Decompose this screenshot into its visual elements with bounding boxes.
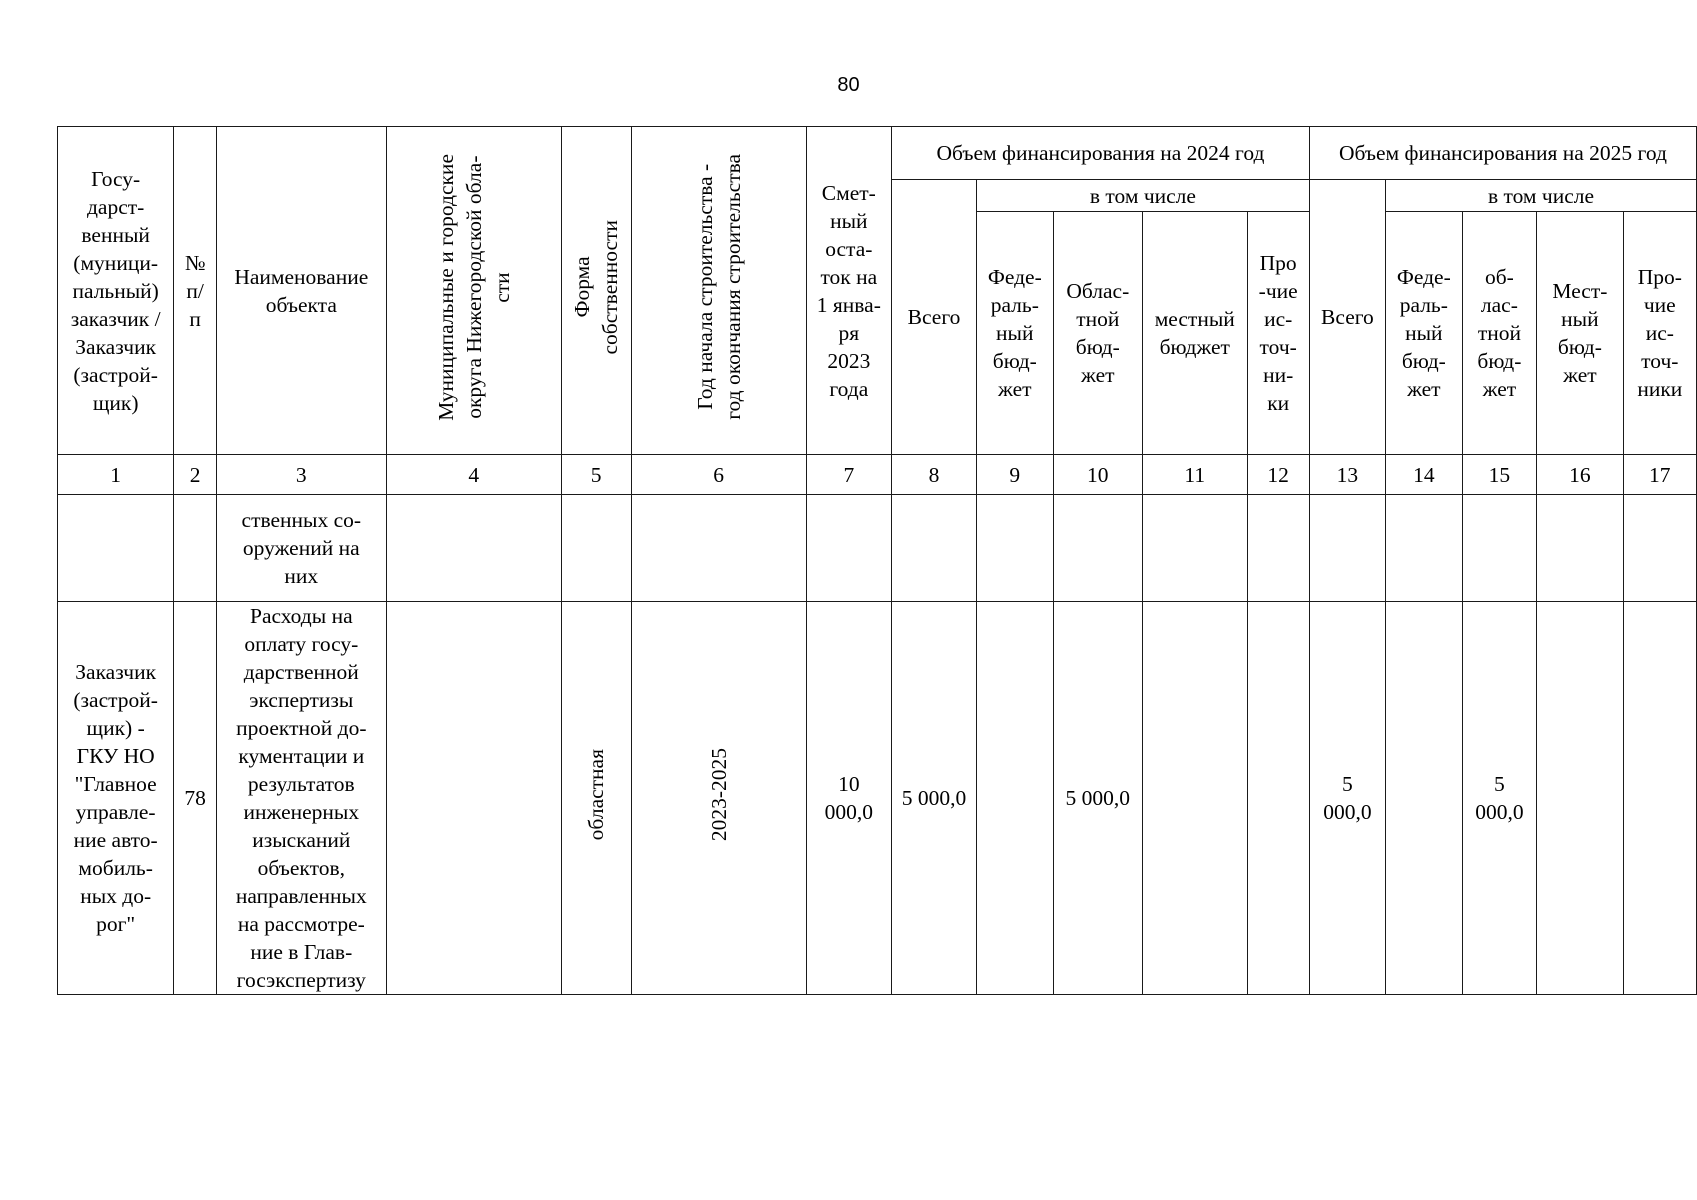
header-row-1 [58,127,1697,180]
header-regional-2024: Облас- тной бюд- жет [1053,212,1142,455]
cell-local-2025 [1537,602,1623,995]
cell-regional-2024: 5 000,0 [1053,602,1142,995]
header-years: Год начала строительства - год окончания строительства [692,154,745,420]
cell-object-name: ственных со- оружений на них [216,495,386,602]
cell-other-2025 [1623,602,1696,995]
cell-total-2024: 5 000,0 [892,602,977,995]
header-group-2024: Объем финансирования на 2024 год [892,127,1310,180]
header-regional-2025: об- лас- тной бюд- жет [1462,212,1537,455]
header-object-name: Наименование объекта [216,127,386,455]
cell-ownership-wrap [561,602,631,995]
header-federal-2025: Феде- раль- ный бюд- жет [1386,212,1463,455]
cell-ownership [561,495,631,602]
column-number: 14 [1386,455,1463,495]
column-number: 5 [561,455,631,495]
header-total-2025: Всего [1309,180,1385,455]
cell-local-2025 [1537,495,1623,602]
column-number: 9 [976,455,1053,495]
cell-total-2024 [892,495,977,602]
column-number: 3 [216,455,386,495]
cell-customer: Заказчик (застрой- щик) - ГКУ НО "Главное управле- ние авто- мобиль- ных до- рог" [58,602,174,995]
cell-municipality [386,602,561,995]
cell-federal-2024 [976,602,1053,995]
column-number: 7 [806,455,891,495]
cell-object-name: Расходы на оплату госу- дарственной экспертизы проектной до- кументации и результатов инженерных изысканий объектов, направленных на рассмотре- ние в Глав- госэкспертизу [216,602,386,995]
cell-other-2025 [1623,495,1696,602]
cell-number [174,495,217,602]
column-number: 10 [1053,455,1142,495]
header-total-2024: Всего [892,180,977,455]
cell-other-2024 [1247,495,1309,602]
header-balance: Смет- ный оста- ток на 1 янва- ря 2023 года [806,127,891,455]
header-group-2025: Объем финансирования на 2025 год [1309,127,1696,180]
cell-ownership: областная [584,748,609,841]
column-number: 2 [174,455,217,495]
cell-regional-2025: 5 000,0 [1462,602,1537,995]
column-number: 6 [631,455,806,495]
header-including-2024: в том числе [976,180,1309,212]
cell-years: 2023-2025 [706,747,731,842]
cell-balance [806,495,891,602]
column-number-row [58,455,1697,495]
column-number: 15 [1462,455,1537,495]
column-number: 17 [1623,455,1696,495]
header-municipality-cell [386,127,561,455]
cell-local-2024 [1142,495,1247,602]
cell-federal-2024 [976,495,1053,602]
cell-years-wrap [631,602,806,995]
header-municipality: Муниципальные и городские округа Нижегородской обла- сти [433,153,514,421]
cell-number: 78 [174,602,217,995]
table-row [58,602,1697,995]
table-row [58,495,1697,602]
cell-regional-2024 [1053,495,1142,602]
header-including-2025: в том числе [1386,180,1697,212]
cell-regional-2025 [1462,495,1537,602]
cell-local-2024 [1142,602,1247,995]
column-number: 13 [1309,455,1385,495]
column-number: 8 [892,455,977,495]
cell-total-2025 [1309,495,1385,602]
header-local-2024: местный бюджет [1142,212,1247,455]
cell-federal-2025 [1386,495,1463,602]
cell-federal-2025 [1386,602,1463,995]
cell-years [631,495,806,602]
header-ownership: Форма собственности [570,219,623,355]
column-number: 11 [1142,455,1247,495]
cell-total-2025: 5 000,0 [1309,602,1385,995]
cell-balance: 10 000,0 [806,602,891,995]
header-number: № п/ п [174,127,217,455]
header-years-cell [631,127,806,455]
column-number: 12 [1247,455,1309,495]
cell-customer [58,495,174,602]
page-number: 80 [837,74,860,96]
header-other-2024: Про -чие ис- точ- ни- ки [1247,212,1309,455]
header-ownership-cell [561,127,631,455]
column-number: 16 [1537,455,1623,495]
header-customer: Госу- дарст- венный (муници- пальный) заказчик / Заказчик (застрой- щик) [58,127,174,455]
column-number: 4 [386,455,561,495]
financing-table [57,126,1697,995]
header-local-2025: Мест- ный бюд- жет [1537,212,1623,455]
cell-municipality [386,495,561,602]
header-federal-2024: Феде- раль- ный бюд- жет [976,212,1053,455]
column-number: 1 [58,455,174,495]
cell-other-2024 [1247,602,1309,995]
header-other-2025: Про- чие ис- точ- ники [1623,212,1696,455]
